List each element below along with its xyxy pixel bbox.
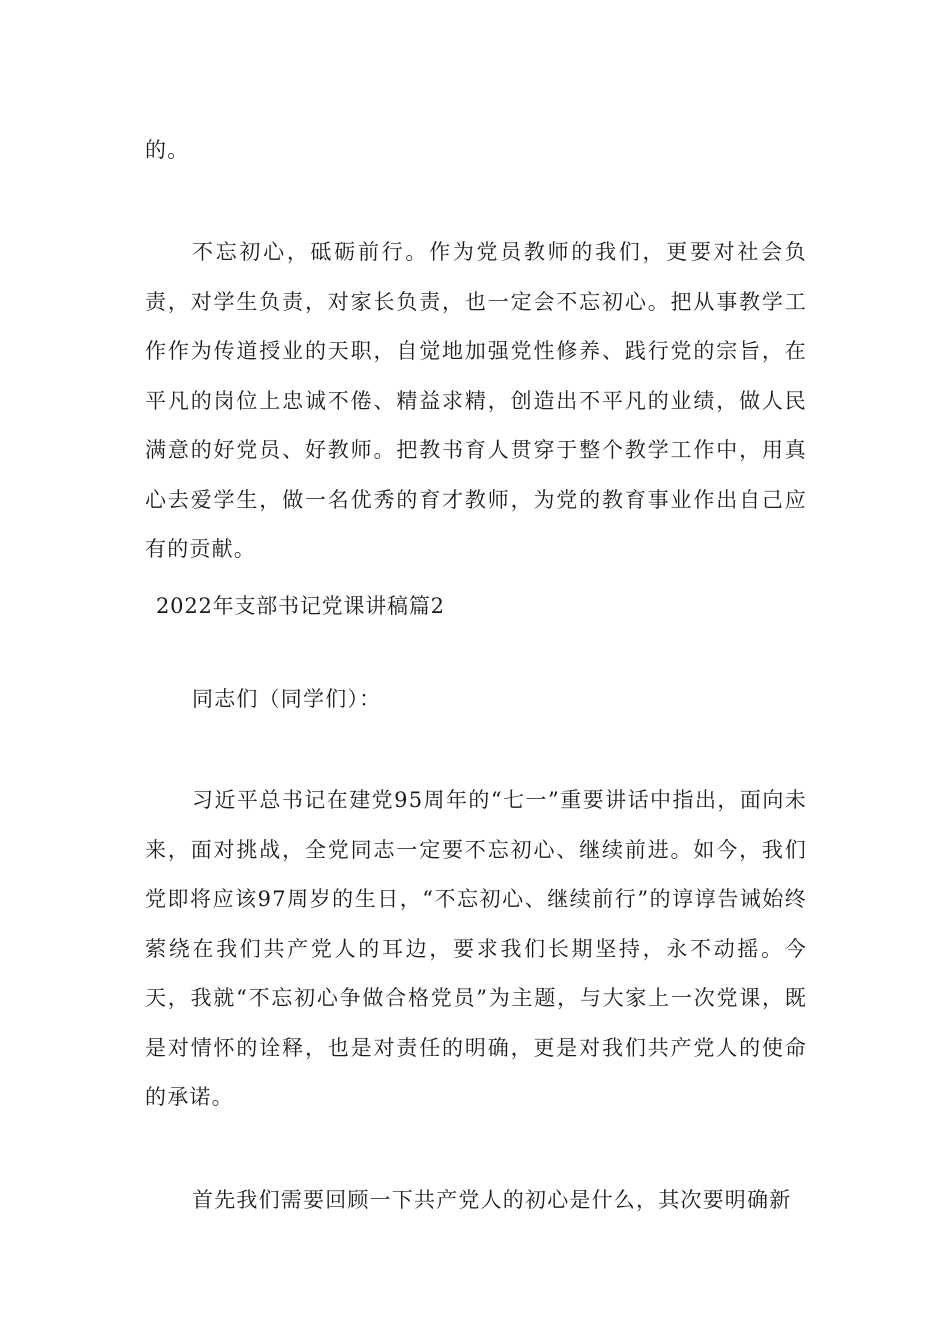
section-heading: 2022年支部书记党课讲稿篇2 bbox=[156, 594, 445, 618]
paragraph-body: 首先我们需要回顾一下共产党人的初心是什么，其次要明确新 bbox=[192, 1188, 792, 1212]
paragraph-body: 不忘初心，砥砺前行。作为党员教师的我们，更要对社会负责，对学生负责，对家长负责，也一定会不忘初心。把从事教学工作作为传道授业的天职，自觉地加强党性修养、践行党的宗旨，在平凡的岗位上忠诚不倦、精益求精，创造出不平凡的业绩，做人民满意的好党员、好教师。把教书育人贯穿于整个教学工作中，用真心去爱学生，做一名优秀的育才教师，为党的教育事业作出自己应有的贡献。 bbox=[145, 240, 807, 561]
paragraph-body: 习近平总书记在建党95周年的“七一”重要讲话中指出，面向未来，面对挑战，全党同志一定要不忘初心、继续前进。如今，我们党即将应该97周岁的生日，“不忘初心、继续前行”的谆谆告诫始终萦绕在我们共产党人的耳边，要求我们长期坚持，永不动摇。今天，我就“不忘初心争做合格党员”为主题，与大家上一次党课，既是对情怀的诠释，也是对责任的明确，更是对我们共产党人的使命的承诺。 bbox=[145, 788, 807, 1109]
salutation: 同志们（同学们）： bbox=[192, 687, 382, 711]
paragraph-continuation: 的。 bbox=[145, 138, 190, 162]
